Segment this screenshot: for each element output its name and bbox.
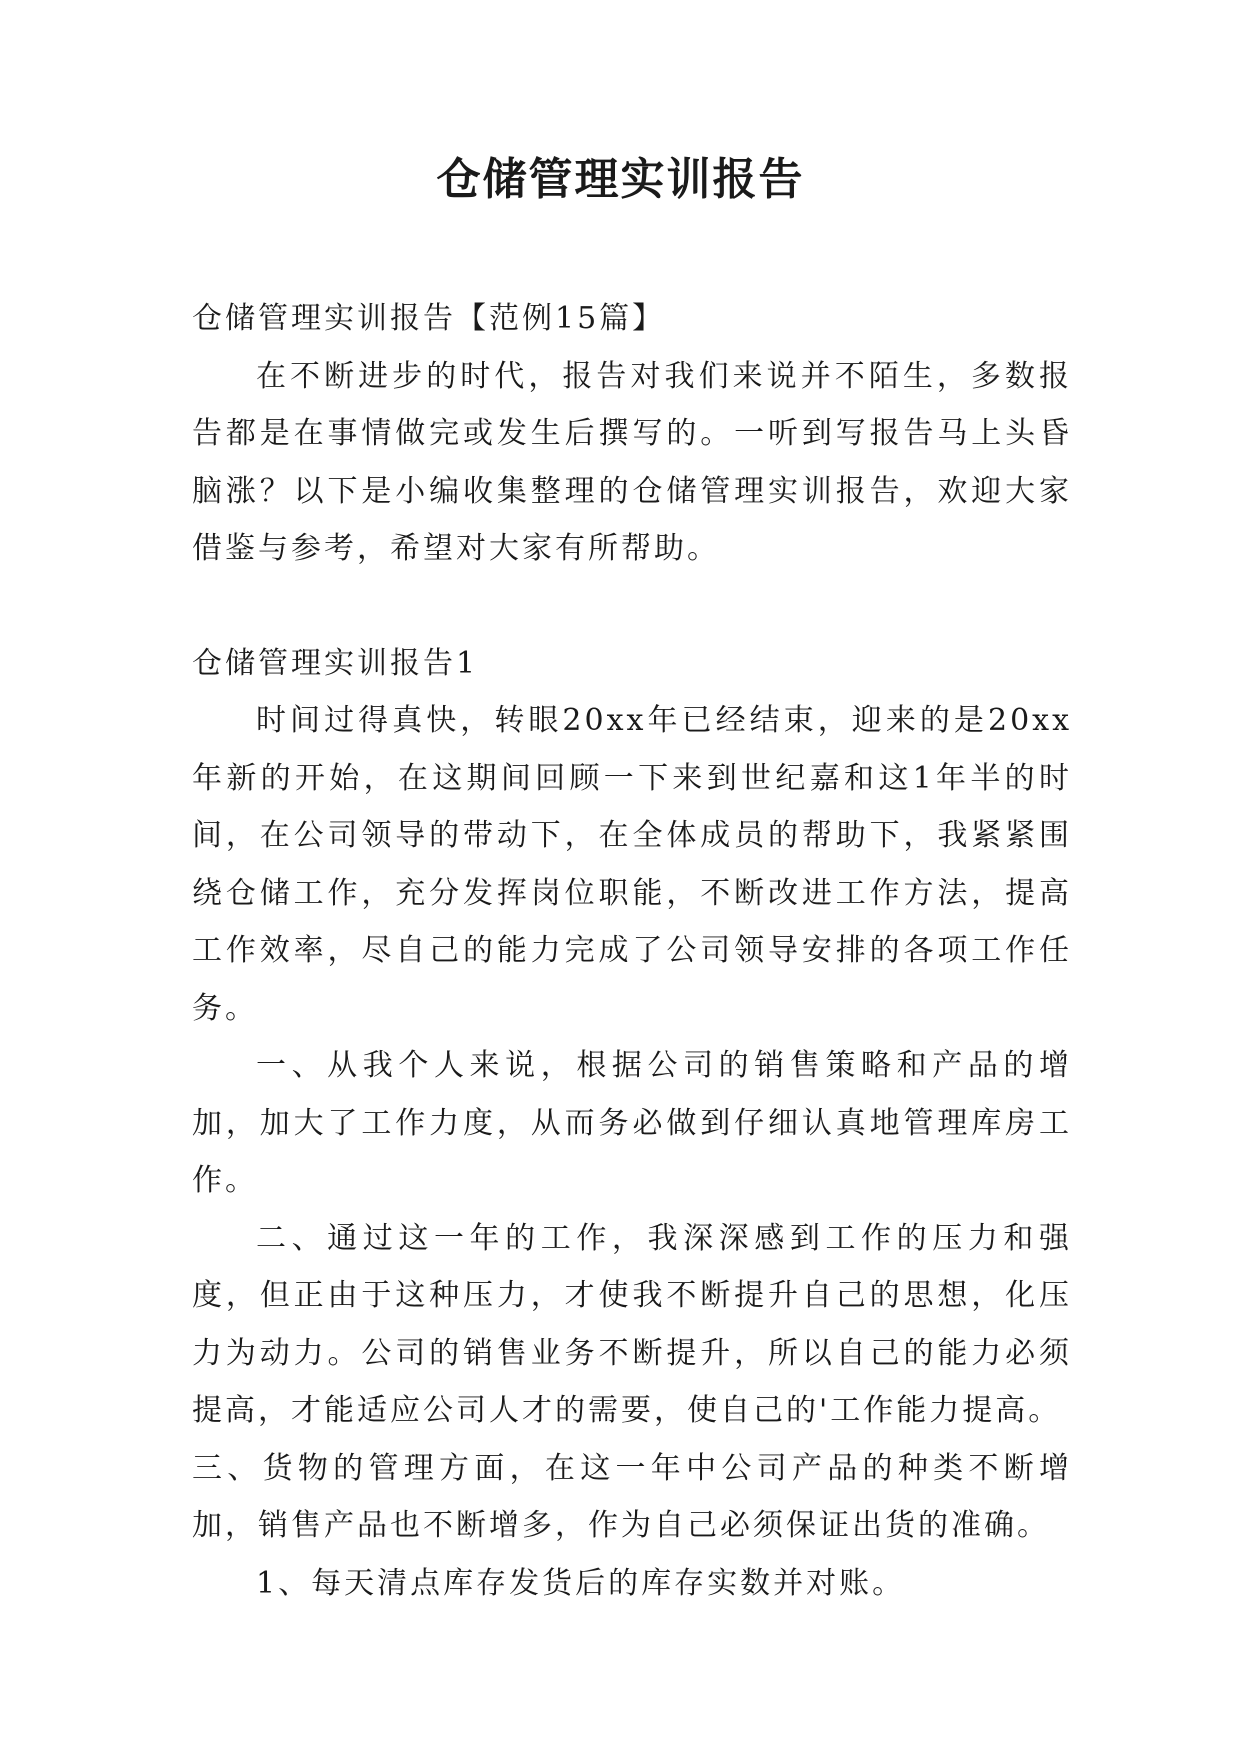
paragraph-gap bbox=[192, 578, 1072, 635]
document-title: 仓储管理实训报告 bbox=[436, 154, 805, 205]
section-heading: 仓储管理实训报告1 bbox=[192, 645, 479, 681]
body-paragraph-2: 一、从我个人来说，根据公司的销售策略和产品的增加，加大了工作力度，从而务必做到仔细认真地管理库房工作。 bbox=[192, 1048, 1072, 1198]
document-subtitle: 仓储管理实训报告【范例15篇】 bbox=[192, 301, 666, 336]
intro-paragraph: 在不断进步的时代，报告对我们来说并不陌生，多数报告都是在事情做完或发生后撰写的。一听到写报告马上头昏脑涨？以下是小编收集整理的仓储管理实训报告，欢迎大家借鉴与参考，希望对大家有所帮助。 bbox=[192, 358, 1072, 566]
body-paragraph-5: 1、每天清点库存发货后的库存实数并对账。 bbox=[256, 1565, 906, 1601]
document-body bbox=[192, 290, 1072, 1612]
body-paragraph-1: 时间过得真快，转眼20xx年已经结束，迎来的是20xx年新的开始，在这期间回顾一下来到世纪嘉和这1年半的时间，在公司领导的带动下，在全体成员的帮助下，我紧紧围绕仓储工作，充分发挥岗位职能，不断改进工作方法，提高工作效率，尽自己的能力完成了公司领导安排的各项工作任务。 bbox=[192, 703, 1072, 1026]
body-paragraph-3: 二、通过这一年的工作，我深深感到工作的压力和强度，但正由于这种压力，才使我不断提升自己的思想，化压力为动力。公司的销售业务不断提升，所以自己的能力必须提高，才能适应公司人才的需要，使自己的'工作能力提高。 bbox=[192, 1220, 1072, 1428]
body-paragraph-4: 三、货物的管理方面，在这一年中公司产品的种类不断增加，销售产品也不断增多，作为自己必须保证出货的准确。 bbox=[192, 1450, 1072, 1543]
